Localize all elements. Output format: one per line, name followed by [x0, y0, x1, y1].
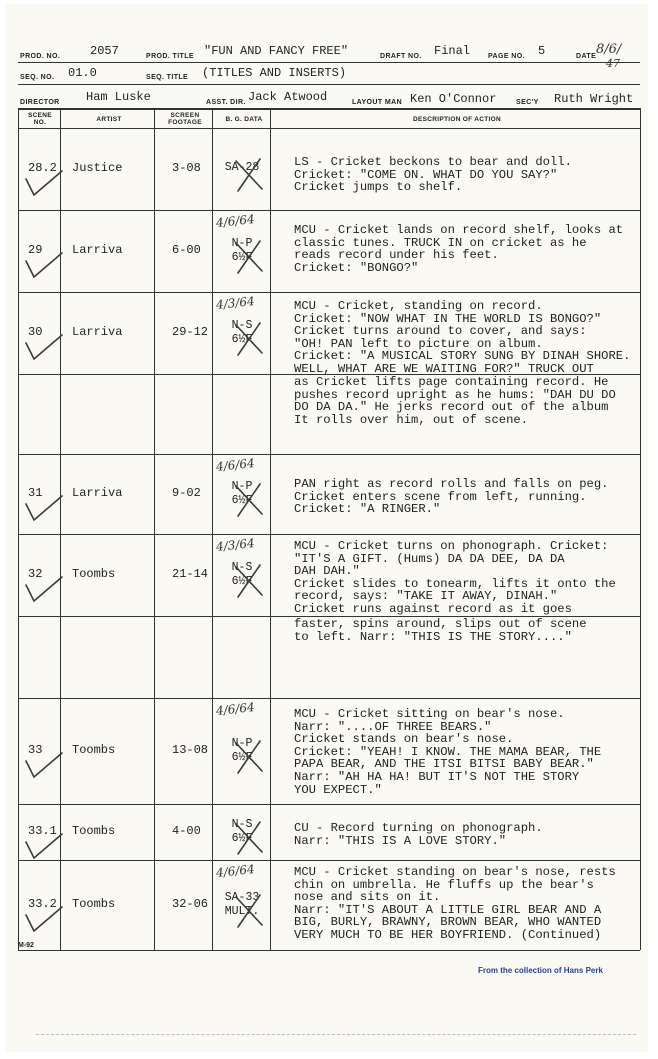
bg-data: 6½F: [231, 832, 253, 845]
bg-data: N-S: [231, 319, 253, 332]
bg-data: N-P: [231, 237, 253, 250]
artist-name: Larriva: [72, 243, 123, 257]
description-line: Cricket jumps to shelf.: [294, 180, 463, 195]
scene-number: 33: [28, 743, 43, 757]
screen-footage: 9-02: [172, 486, 201, 500]
row-rule: [18, 292, 640, 293]
date-label: DATE: [576, 53, 597, 60]
handwritten-date: 4/6/64: [215, 700, 256, 718]
description-line: Cricket: "COME ON. WHAT DO YOU SAY?": [294, 167, 558, 182]
screen-footage: 29-12: [172, 325, 209, 339]
x-mark: [232, 820, 266, 856]
scene-number: 32: [28, 567, 43, 581]
description-line: reads record under his feet.: [294, 248, 499, 263]
check-mark: [22, 751, 66, 781]
seq-title-value: (TITLES AND INSERTS): [202, 66, 347, 80]
description-line: "IT'S A GIFT. (Hums) DA DA DEE, DA DA: [294, 551, 565, 566]
col-artist: ARTIST: [96, 116, 122, 123]
description-line: Cricket: "A MUSICAL STORY SUNG BY DINAH SHORE.: [294, 349, 631, 364]
bg-data: 6½F: [231, 751, 253, 764]
description-line: PAN right as record rolls and falls on peg.: [294, 477, 609, 491]
description-line: Narr: "THIS IS A LOVE STORY.": [294, 833, 507, 848]
screen-footage: 21-14: [172, 567, 209, 581]
row-rule: [18, 860, 640, 861]
page-no-label: PAGE NO.: [488, 53, 525, 60]
date-value: 8/6/: [596, 42, 622, 57]
description-line: classic tunes. TRUCK IN on cricket as he: [294, 235, 587, 250]
perforation-edge: [36, 1034, 636, 1035]
prod-title-value: "FUN AND FANCY FREE": [204, 44, 349, 58]
director-value: Ham Luske: [86, 90, 151, 104]
check-mark: [22, 251, 66, 281]
check-mark: [22, 169, 66, 199]
description-line: Cricket: "BONGO?": [294, 260, 419, 275]
prod-no-label: PROD. NO.: [20, 53, 61, 60]
artist-name: Toombs: [72, 824, 116, 838]
description-line: as Cricket lifts page containing record. He: [294, 375, 609, 389]
row-rule: [18, 534, 640, 535]
description-line: CU - Record turning on phonograph.: [294, 821, 543, 835]
scene-number: 29: [28, 243, 43, 257]
form-code: M-92: [18, 942, 34, 949]
x-mark: [232, 321, 266, 357]
screen-footage: 6-00: [172, 243, 201, 257]
artist-name: Larriva: [72, 325, 123, 339]
description-line: MCU - Cricket standing on bear's nose, rests: [294, 865, 616, 879]
bg-data: 6½F: [231, 575, 253, 588]
description-line: Cricket runs against record as it goes: [294, 602, 572, 616]
layout-man-value: Ken O'Connor: [410, 92, 497, 106]
asst-dir-label: ASST. DIR.: [206, 99, 246, 106]
description-line: Cricket: "NOW WHAT IN THE WORLD IS BONGO?": [294, 311, 602, 326]
artist-name: Justice: [72, 161, 123, 175]
bg-data: N-P: [231, 480, 253, 493]
check-mark: [22, 832, 66, 862]
description-line: MCU - Cricket turns on phonograph. Cricket:: [294, 539, 609, 553]
description-line: nose and sits on it.: [294, 890, 441, 905]
description-line: Cricket: "YEAH! I KNOW. THE MAMA BEAR, THE: [294, 744, 602, 759]
x-mark: [232, 893, 266, 929]
x-mark: [232, 563, 266, 599]
row-rule: [18, 698, 640, 699]
handwritten-date: 4/6/64: [215, 456, 256, 474]
artist-name: Toombs: [72, 743, 116, 757]
page-no-value: 5: [538, 44, 546, 58]
description-line: LS - Cricket beckons to bear and doll.: [294, 155, 572, 169]
description-line: Cricket turns around to cover, and says:: [294, 324, 587, 339]
bg-data: SA-28: [224, 161, 260, 174]
artist-name: Toombs: [72, 897, 116, 911]
prod-title-label: PROD. TITLE: [146, 53, 194, 60]
bg-data: N-S: [231, 818, 253, 831]
draft-sheet: [6, 4, 648, 1052]
description-line: Cricket stands on bear's nose.: [294, 732, 514, 747]
artist-name: Toombs: [72, 567, 116, 581]
description-line: DAH DAH.": [294, 564, 360, 579]
check-mark: [22, 575, 66, 605]
col-screen-footage: SCREEN FOOTAGE: [168, 112, 202, 126]
director-label: DIRECTOR: [20, 99, 60, 106]
description-line: MCU - Cricket, standing on record.: [294, 299, 543, 313]
row-rule: [18, 950, 640, 951]
x-mark: [232, 482, 266, 518]
x-mark: [232, 157, 266, 193]
bg-data: N-P: [231, 737, 253, 750]
row-rule: [18, 210, 640, 211]
description-line: It rolls over him, out of scene.: [294, 412, 529, 427]
row-rule: [18, 454, 640, 455]
handwritten-date: 4/3/64: [215, 294, 256, 312]
prod-no-value: 2057: [90, 44, 119, 58]
collection-credit: From the collection of Hans Perk: [478, 966, 603, 975]
column-rule: [18, 108, 19, 950]
bg-data: 6½F: [231, 333, 253, 346]
description-line: PAPA BEAR, AND THE ITSI BITSI BABY BEAR.": [294, 757, 594, 772]
column-rule: [640, 108, 641, 950]
description-line: BIG, BURLY, BRAWNY, BROWN BEAR, WHO WANTED: [294, 915, 602, 930]
date-year: 47: [606, 57, 620, 70]
draft-no-label: DRAFT NO.: [380, 53, 422, 60]
handwritten-date: 4/3/64: [215, 536, 256, 554]
bg-data: 6½F: [231, 251, 253, 264]
row-rule: [18, 804, 640, 805]
description-line: Cricket: "A RINGER.": [294, 502, 441, 517]
artist-name: Larriva: [72, 486, 123, 500]
check-mark: [22, 905, 66, 935]
description-line: YOU EXPECT.": [294, 782, 382, 797]
secy-label: SEC'Y: [516, 99, 539, 106]
column-rule: [154, 108, 155, 950]
bg-data: N-S: [231, 561, 253, 574]
handwritten-date: 4/6/64: [215, 862, 256, 880]
seq-title-label: SEQ. TITLE: [146, 74, 189, 81]
description-line: faster, spins around, slips out of scene: [294, 617, 587, 631]
description-line: WELL, WHAT ARE WE WAITING FOR?" TRUCK OUT: [294, 362, 594, 376]
x-mark: [232, 239, 266, 275]
check-mark: [22, 494, 66, 524]
description-line: "OH! PAN left to picture on album.: [294, 336, 543, 351]
scene-number: 28.2: [28, 161, 57, 175]
description-line: MCU - Cricket lands on record shelf, looks at: [294, 223, 624, 237]
screen-footage: 13-08: [172, 743, 209, 757]
description-line: MCU - Cricket sitting on bear's nose.: [294, 707, 565, 721]
scene-number: 31: [28, 486, 43, 500]
column-rule: [60, 108, 61, 950]
description-line: Cricket slides to tonearm, lifts it onto the: [294, 576, 616, 591]
col-description: DESCRIPTION OF ACTION: [412, 116, 502, 123]
bg-data: SA-33: [224, 891, 260, 904]
description-line: Narr: "AH HA HA! BUT IT'S NOT THE STORY: [294, 770, 580, 784]
description-line: chin on umbrella. He fluffs up the bear's: [294, 877, 594, 892]
asst-dir-value: Jack Atwood: [248, 90, 328, 104]
col-bg-data: B. G. DATA: [225, 116, 263, 123]
description-line: Narr: "....OF THREE BEARS.": [294, 719, 492, 734]
description-line: pushes record upright as he hums: "DAH DU DO: [294, 387, 616, 402]
description-line: VERY MUCH TO BE HER BOYFRIEND. (Continued): [294, 928, 602, 942]
description-line: to left. Narr: "THIS IS THE STORY....": [294, 629, 572, 644]
layout-man-label: LAYOUT MAN: [352, 99, 403, 106]
screen-footage: 3-08: [172, 161, 201, 175]
x-mark: [232, 739, 266, 775]
description-line: Cricket enters scene from left, running.: [294, 489, 587, 504]
scene-number: 33.2: [28, 897, 57, 911]
bg-data: 6½F: [231, 494, 253, 507]
draft-no-value: Final: [434, 44, 471, 58]
description-line: DO DA DA." He jerks record out of the album: [294, 400, 609, 415]
col-scene-no: SCENE NO.: [28, 112, 52, 126]
check-mark: [22, 333, 66, 363]
seq-no-value: 01.0: [68, 66, 97, 80]
bg-data: MULT.: [224, 905, 260, 918]
secy-value: Ruth Wright: [554, 92, 634, 106]
screen-footage: 32-06: [172, 897, 209, 911]
seq-no-label: SEQ. NO.: [20, 74, 55, 81]
scene-number: 30: [28, 325, 43, 339]
screen-footage: 4-00: [172, 824, 201, 838]
handwritten-date: 4/6/64: [215, 212, 256, 230]
scene-number: 33.1: [28, 824, 57, 838]
description-line: record, says: "TAKE IT AWAY, DINAH.": [294, 589, 558, 604]
description-line: Narr: "IT'S ABOUT A LITTLE GIRL BEAR AND A: [294, 902, 602, 917]
